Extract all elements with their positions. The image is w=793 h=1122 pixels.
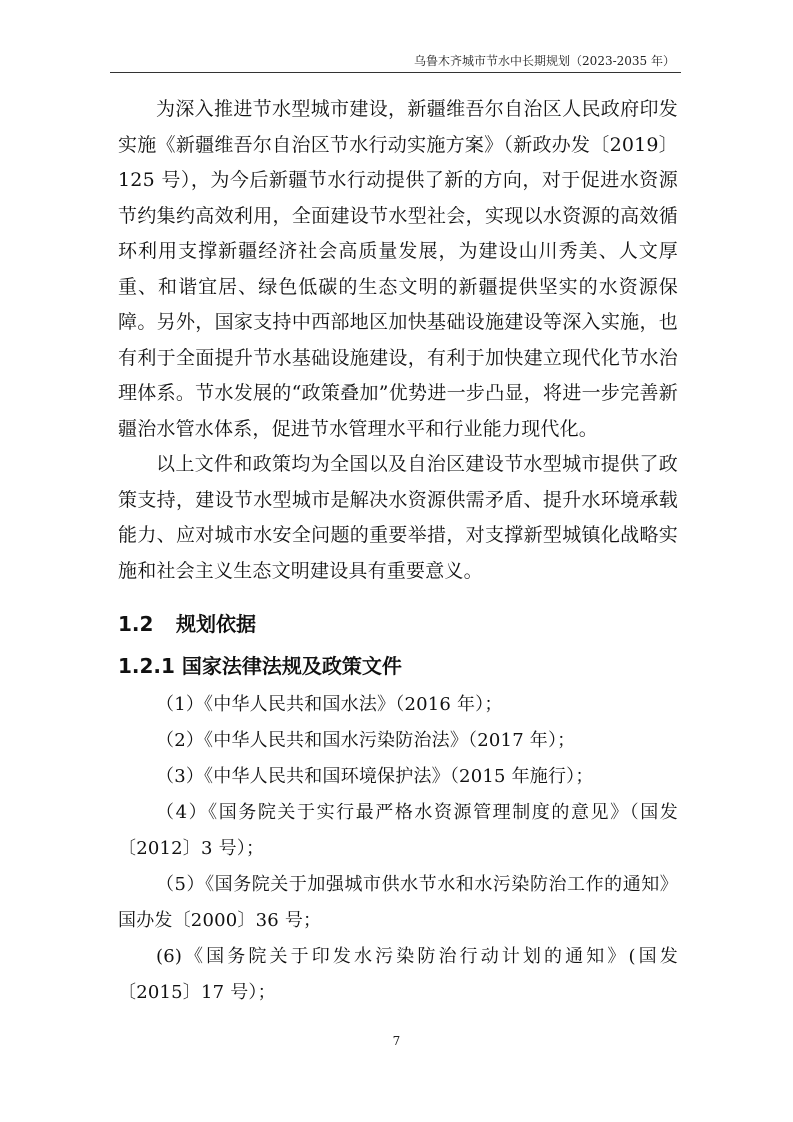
list-item: (6)《国务院关于印发水污染防治行动计划的通知》(国发〔2015〕17 号）； xyxy=(118,946,678,1003)
body-paragraph: 以上文件和政策均为全国以及自治区建设节水型城市提供了政策支持，建设节水型城市是解决水资源供需矛盾、提升水环境承载能力、应对城市水安全问题的重要举措，对支撑新型城镇化战略实施和社会主义生态文明建设具有重要意义。 xyxy=(118,453,678,582)
header-divider xyxy=(110,72,681,73)
running-header-title: 乌鲁木齐城市节水中长期规划（2023-2035 年） xyxy=(414,54,675,68)
list-item: （1）《中华人民共和国水法》（2016 年）； xyxy=(156,694,503,715)
list-item: （3）《中华人民共和国环境保护法》（2015 年施行）； xyxy=(156,766,594,787)
section-heading xyxy=(118,609,678,639)
page-number: 7 xyxy=(392,1034,401,1048)
list-item: （4）《国务院关于实行最严格水资源管理制度的意见》（国发〔2012〕3 号）； xyxy=(118,802,678,859)
list-item: （5）《国务院关于加强城市供水节水和水污染防治工作的通知》国办发〔2000〕36 号； xyxy=(118,874,678,931)
body-paragraph: 为深入推进节水型城市建设，新疆维吾尔自治区人民政府印发实施《新疆维吾尔自治区节水行动实施方案》（新政办发〔2019〕125 号），为今后新疆节水行动提供了新的方向，对于促进水资源节约集约高效利用，全面建设节水型社会，实现以水资源的高效循环利用支撑新疆经济社会高质量发展，为建设山川秀美、人文厚重、和谐宜居、绿色低碳的生态文明的新疆提供坚实的水资源保障。另外，国家支持中西部地区加快基础设施建设等深入实施，也有利于全面提升节水基础设施建设，有利于加快建立现代化节水治理体系。节水发展的“政策叠加”优势进一步凸显，将进一步完善新疆治水管水体系，促进节水管理水平和行业能力现代化。 xyxy=(118,98,678,440)
section-number: 1.2 xyxy=(118,612,154,636)
list-item: （2）《中华人民共和国水污染防治法》（2017 年）； xyxy=(156,730,576,751)
section-title: 规划依据 xyxy=(176,612,256,636)
subsection-heading: 1.2.1 国家法律法规及政策文件 xyxy=(118,654,402,678)
page-body xyxy=(118,92,678,1011)
regulation-list xyxy=(118,687,678,1011)
